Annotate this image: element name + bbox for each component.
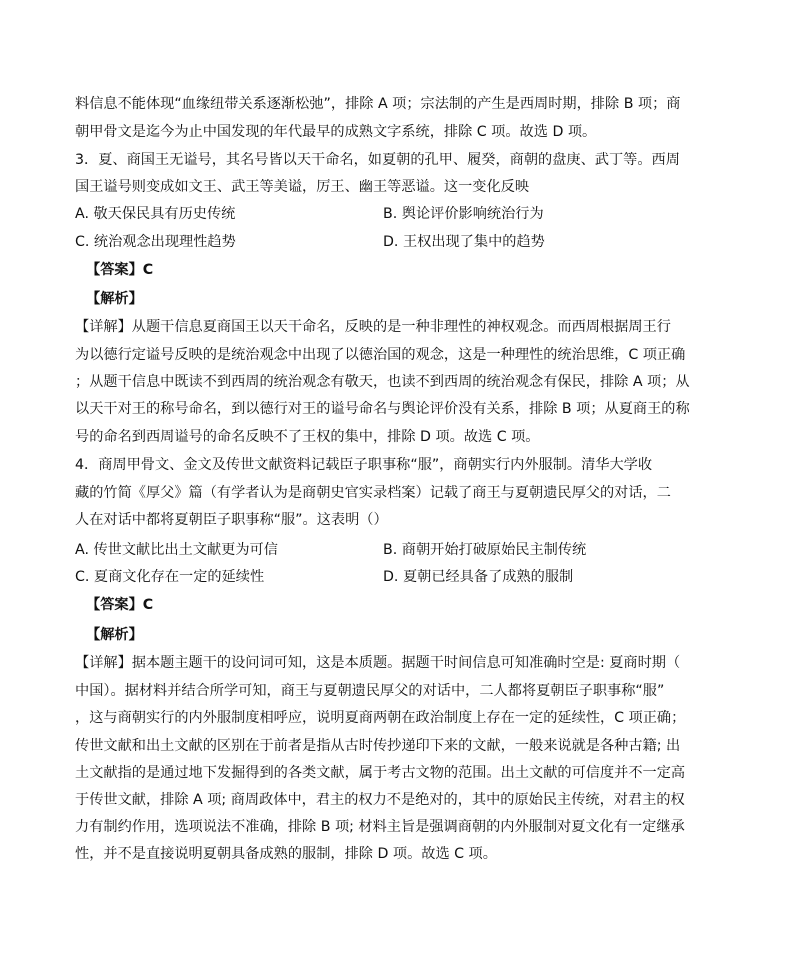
q4-detail-line: ，这与商朝实行的内外服制度相呼应，说明夏商两朝在政治制度上存在一定的延续性，C 项正确； [75,710,686,726]
prev-solution-line: 朝甲骨文是迄今为止中国发现的年代最早的成熟文字系统，排除 C 项。故选 D 项。 [75,124,597,140]
q3-detail-line: 号的命名到西周谥号的命名反映不了王权的集中，排除 D 项。故选 C 项。 [75,429,540,445]
q3-detail-line: 【详解】从题干信息夏商国王以天干命名，反映的是一种非理性的神权观念。而西周根据周王行 [75,319,671,335]
q4-detail-line: 力有制约作用，选项说法不准确，排除 B 项; 材料主旨是强调商朝的内外服制对夏文化有一定继承 [75,819,685,835]
q4-detail-line: 于传世文献，排除 A 项; 商周政体中，君主的权力不是绝对的，其中的原始民主传统，对君主的权 [75,792,685,808]
q4-option-c: C. 夏商文化存在一定的延续性 [75,569,265,585]
q4-stem-line: 4．商周甲骨文、金文及传世文献资料记载臣子职事称“服”，商朝实行内外服制。清华大学收 [75,457,653,473]
q4-analysis-label: 【解析】 [86,627,143,643]
prev-solution-line: 料信息不能体现“血缘纽带关系逐渐松弛”，排除 A 项；宗法制的产生是西周时期，排除 B 项；商 [75,96,681,112]
q3-option-b: B. 舆论评价影响统治行为 [383,206,544,222]
q4-detail-line: 传世文献和出土文献的区别在于前者是指从古时传抄递印下来的文献，一般来说就是各种古籍; 出 [75,738,681,754]
q4-option-b: B. 商朝开始打破原始民主制传统 [383,542,587,558]
q3-detail-line: 以天干对王的称号命名，到以德行对王的谥号命名与舆论评价没有关系，排除 B 项；从夏商王的称 [75,401,690,417]
q4-detail-line: 【详解】据本题主题干的设问词可知，这是本质题。据题干时间信息可知准确时空是: 夏商时期（ [75,655,681,671]
q4-detail-line: 土文献指的是通过地下发掘得到的各类文献，属于考古文物的范围。出土文献的可信度并不一定高 [75,765,686,781]
q3-answer: 【答案】C [86,262,154,278]
q3-option-a: A. 敬天保民具有历史传统 [75,206,236,222]
q4-stem-line: 人在对话中都将夏朝臣子职事称“服”。这表明（） [75,512,388,528]
q4-answer: 【答案】C [86,597,154,613]
q3-stem-line: 3．夏、商国王无谥号，其名号皆以天干命名，如夏朝的孔甲、履癸，商朝的盘庚、武丁等。西周 [75,152,680,168]
q3-detail-line: 为以德行定谥号反映的是统治观念中出现了以德治国的观念，这是一种理性的统治思维，C 项正确 [75,347,686,363]
q3-stem-line: 国王谥号则变成如文王、武王等美谥，厉王、幽王等恶谥。这一变化反映 [75,179,530,195]
q4-stem-line: 藏的竹简《厚父》篇（有学者认为是商朝史官实录档案）记载了商王与夏朝遗民厚父的对话，二 [75,485,671,501]
q3-option-c: C. 统治观念出现理性趋势 [75,234,236,250]
q3-analysis-label: 【解析】 [86,291,143,307]
q4-detail-line: 中国）。据材料并结合所学可知，商王与夏朝遗民厚父的对话中，二人都将夏朝臣子职事称“服” [75,683,665,699]
q4-option-d: D. 夏朝已经具备了成熟的服制 [383,569,574,585]
q4-option-a: A. 传世文献比出土文献更为可信 [75,542,278,558]
q3-option-d: D. 王权出现了集中的趋势 [383,234,545,250]
q3-detail-line: ；从题干信息中既读不到西周的统治观念有敬天，也读不到西周的统治观念有保民，排除 A 项；从 [75,374,690,390]
q4-detail-line: 性，并不是直接说明夏朝具备成熟的服制，排除 D 项。故选 C 项。 [75,846,497,862]
